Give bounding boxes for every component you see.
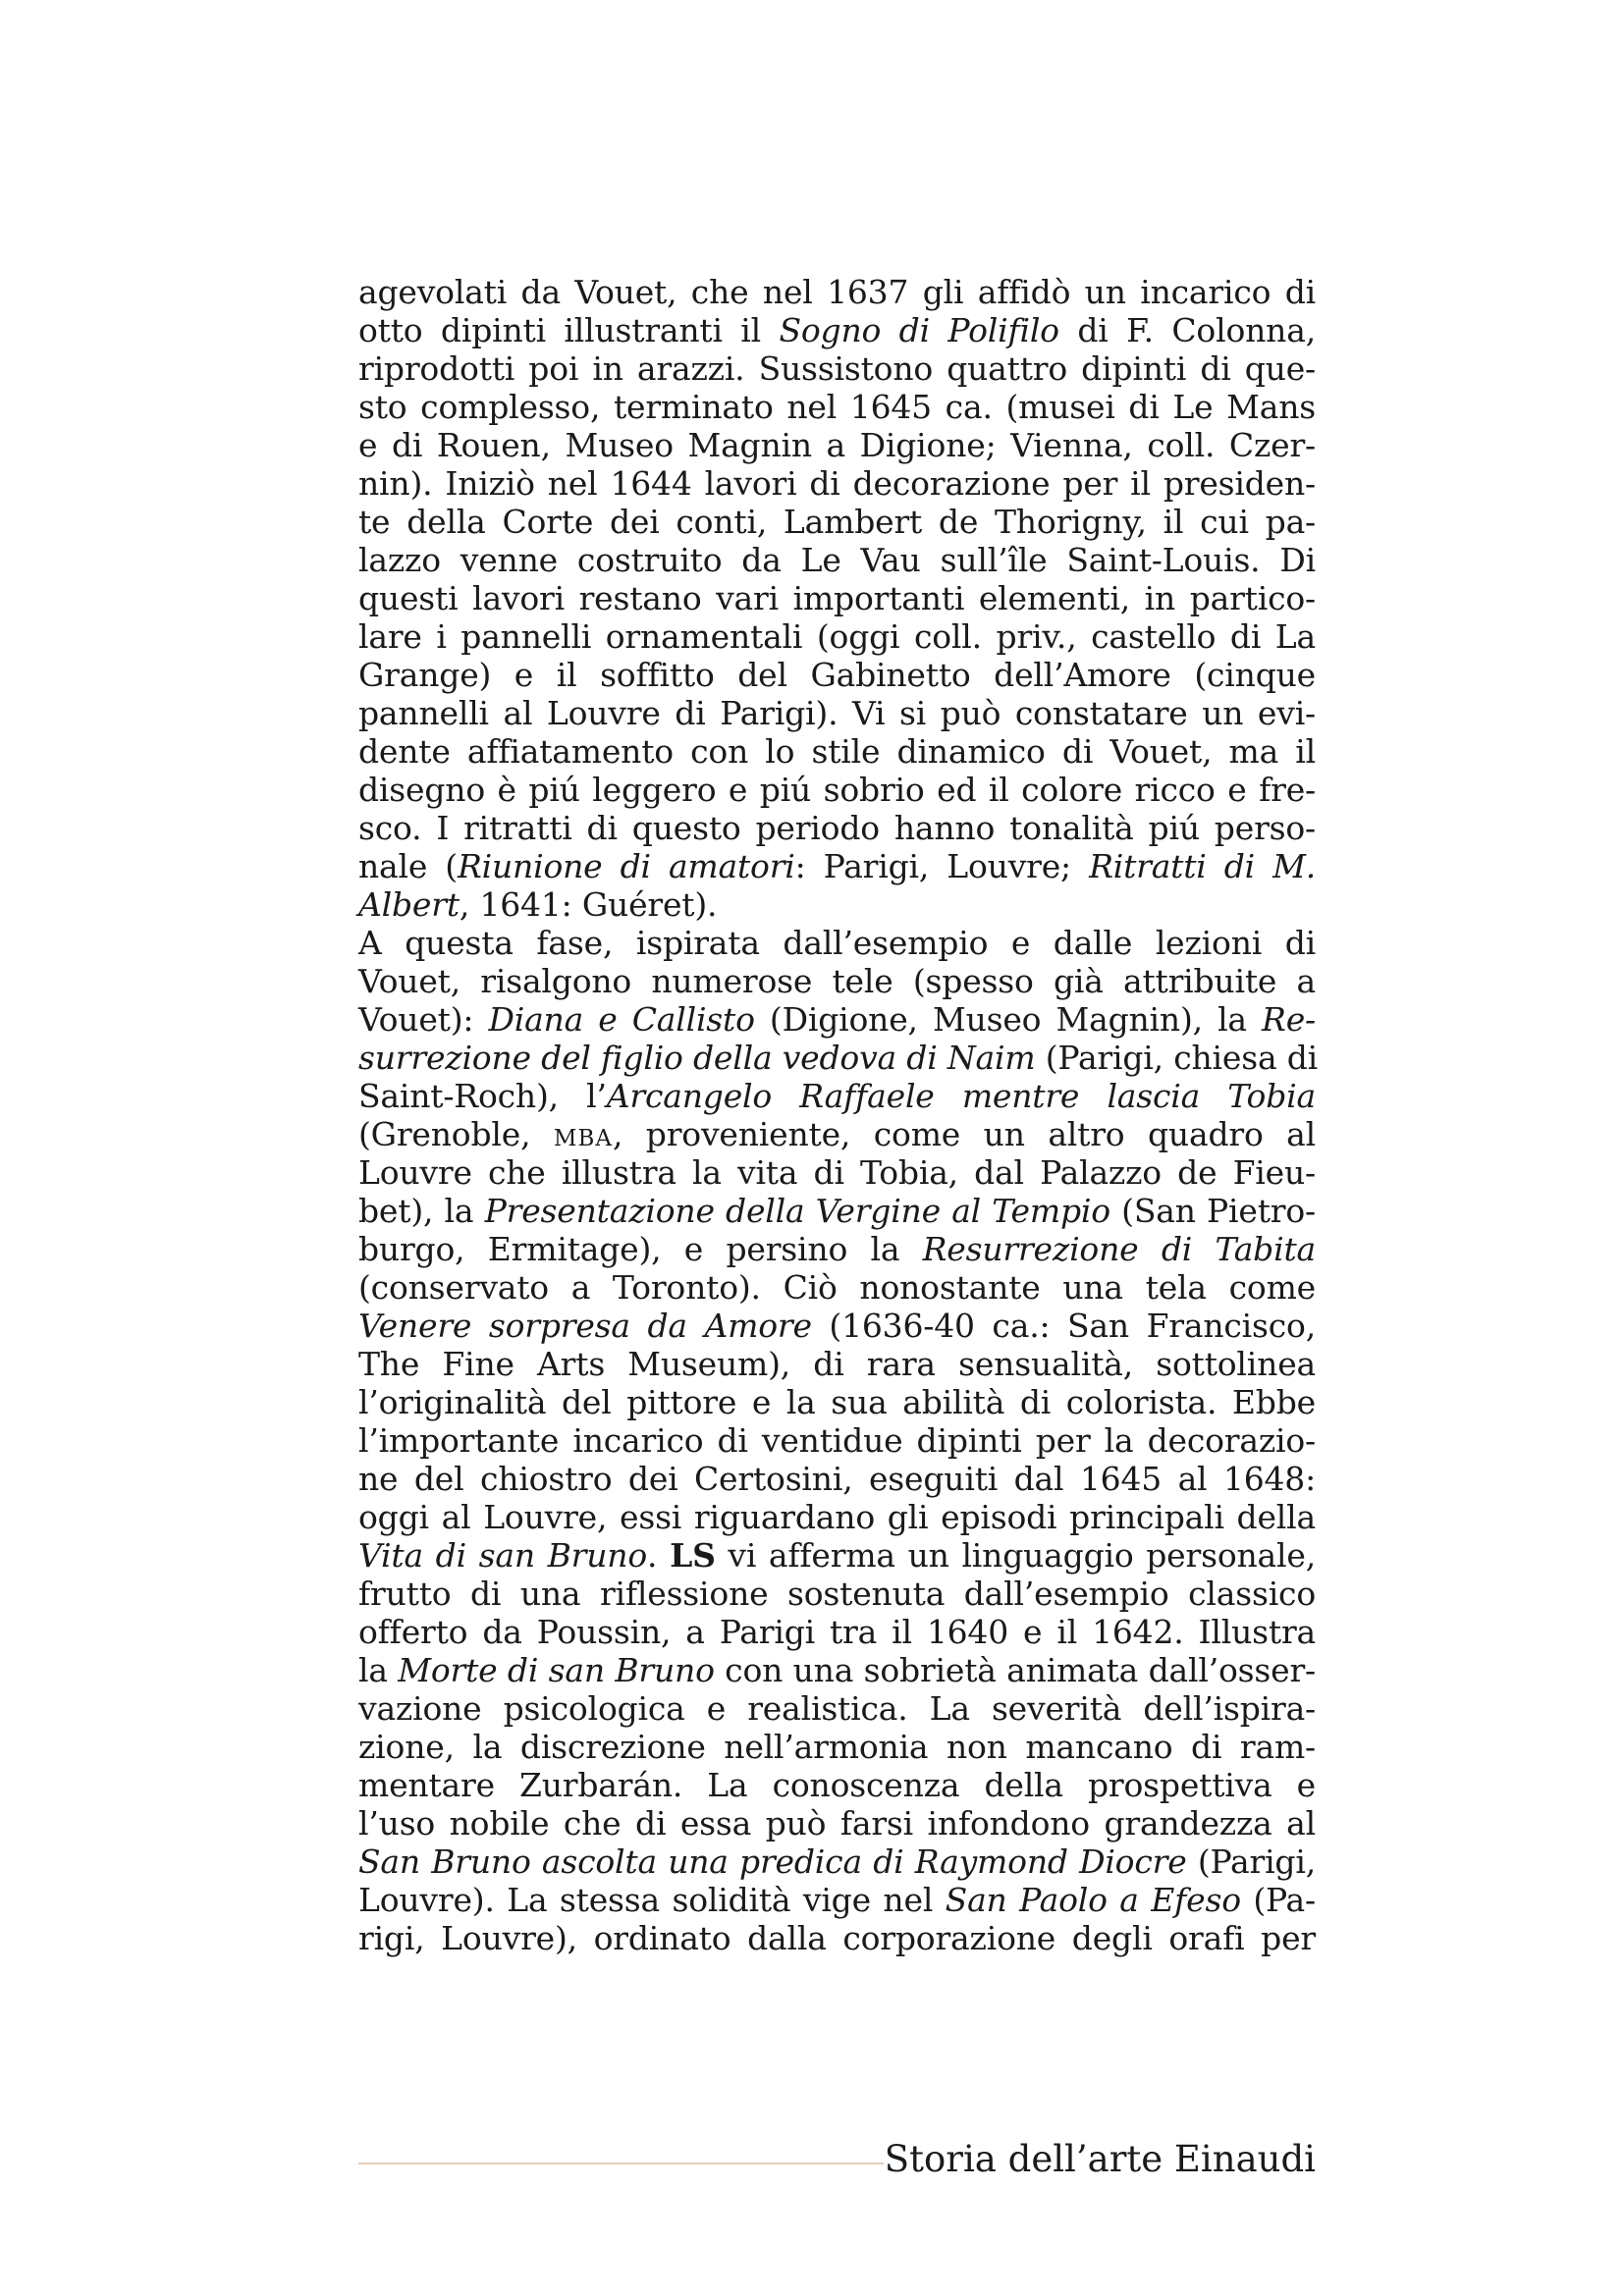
- text-line: Vouet): Diana e Callisto (Digione, Museo Magnin), la Re-: [358, 1000, 1316, 1039]
- footer-title: Storia dell’arte Einaudi: [884, 2138, 1316, 2180]
- museum-abbreviation: mba: [553, 1115, 613, 1153]
- artwork-title: surrezione del figlio della vedova di Naim: [358, 1039, 1036, 1077]
- artwork-title: San Bruno ascolta una predica di Raymond Diocre: [358, 1842, 1187, 1881]
- text-line: dente affiatamento con lo stile dinamico di Vouet, ma il: [358, 732, 1316, 771]
- text-line: Louvre che illustra la vita di Tobia, dal Palazzo de Fieu-: [358, 1153, 1316, 1192]
- text-line: l’originalità del pittore e la sua abilità di colorista. Ebbe: [358, 1383, 1316, 1421]
- text-line: pannelli al Louvre di Parigi). Vi si può constatare un evi-: [358, 694, 1316, 732]
- artwork-title: Albert: [358, 885, 460, 924]
- text-line: agevolati da Vouet, che nel 1637 gli affidò un incarico di: [358, 273, 1316, 311]
- text-line: nale (Riunione di amatori: Parigi, Louvre; Ritratti di M.: [358, 847, 1316, 885]
- text-line: rigi, Louvre), ordinato dalla corporazione degli orafi per: [358, 1919, 1316, 1957]
- text-line: oggi al Louvre, essi riguardano gli episodi principali della: [358, 1498, 1316, 1536]
- text-line: Louvre). La stessa solidità vige nel San Paolo a Efeso (Pa-: [358, 1881, 1316, 1919]
- text-line: frutto di una riflessione sostenuta dall’esempio classico: [358, 1575, 1316, 1613]
- text-line: lazzo venne costruito da Le Vau sull’île Saint-Louis. Di: [358, 541, 1316, 579]
- artwork-title: Ritratti di M.: [1089, 847, 1316, 885]
- text-line: San Bruno ascolta una predica di Raymond Diocre (Parigi,: [358, 1842, 1316, 1881]
- artwork-title: Sogno di Polifilo: [779, 311, 1059, 349]
- artist-initials: LS: [670, 1536, 716, 1575]
- text-line: Albert, 1641: Guéret).: [358, 885, 718, 924]
- text-line: mentare Zurbarán. La conoscenza della prospettiva e: [358, 1766, 1316, 1804]
- text-line: e di Rouen, Museo Magnin a Digione; Vienna, coll. Czer-: [358, 426, 1316, 464]
- text-line: offerto da Poussin, a Parigi tra il 1640 e il 1642. Illustra: [358, 1613, 1316, 1651]
- text-line: bet), la Presentazione della Vergine al Tempio (San Pietro-: [358, 1192, 1316, 1230]
- text-line: ne del chiostro dei Certosini, eseguiti dal 1645 al 1648:: [358, 1460, 1316, 1498]
- text-line: la Morte di san Bruno con una sobrietà animata dall’osser-: [358, 1651, 1316, 1689]
- artwork-title: Riunione di amatori: [457, 847, 795, 885]
- text-line: (Grenoble, mba, proveniente, come un altro quadro al: [358, 1115, 1316, 1153]
- text-line: questi lavori restano vari importanti elementi, in partico-: [358, 579, 1316, 617]
- body-text: [358, 273, 1319, 1957]
- text-line: lare i pannelli ornamentali (oggi coll. priv., castello di La: [358, 617, 1316, 656]
- text-line: burgo, Ermitage), e persino la Resurrezione di Tabita: [358, 1230, 1316, 1268]
- artwork-title: Morte di san Bruno: [398, 1651, 715, 1689]
- text-line: Vouet, risalgono numerose tele (spesso già attribuite a: [358, 962, 1316, 1000]
- text-line: Saint-Roch), l’Arcangelo Raffaele mentre lascia Tobia: [358, 1077, 1316, 1115]
- artwork-title: Resurrezione di Tabita: [922, 1230, 1316, 1268]
- text-line: A questa fase, ispirata dall’esempio e dalle lezioni di: [358, 924, 1316, 962]
- text-line: sco. I ritratti di questo periodo hanno tonalità piú perso-: [358, 809, 1316, 847]
- text-line: Vita di san Bruno. LS vi afferma un linguaggio personale,: [358, 1536, 1316, 1575]
- text-line: zione, la discrezione nell’armonia non mancano di ram-: [358, 1728, 1316, 1766]
- text-line: l’uso nobile che di essa può farsi infondono grandezza al: [358, 1804, 1316, 1842]
- artwork-title: San Paolo a Efeso: [945, 1881, 1241, 1919]
- artwork-title: Arcangelo Raffaele mentre lascia Tobia: [606, 1077, 1316, 1115]
- artwork-title: Re-: [1262, 1000, 1316, 1039]
- text-line: surrezione del figlio della vedova di Naim (Parigi, chiesa di: [358, 1039, 1319, 1077]
- paragraph-2: [358, 924, 1319, 1957]
- text-line: Grange) e il soffitto del Gabinetto dell’Amore (cinque: [358, 656, 1316, 694]
- artwork-title: Vita di san Bruno: [358, 1536, 648, 1575]
- artwork-title: Venere sorpresa da Amore: [358, 1307, 812, 1345]
- text-line: vazione psicologica e realistica. La severità dell’ispira-: [358, 1689, 1316, 1728]
- text-line: otto dipinti illustranti il Sogno di Polifilo di F. Colonna,: [358, 311, 1316, 349]
- footer-rule: [358, 2163, 884, 2164]
- text-line: (conservato a Toronto). Ciò nonostante una tela come: [358, 1268, 1316, 1307]
- artwork-title: Presentazione della Vergine al Tempio: [484, 1192, 1110, 1230]
- text-line: nin). Iniziò nel 1644 lavori di decorazione per il presiden-: [358, 464, 1316, 503]
- text-line: disegno è piú leggero e piú sobrio ed il colore ricco e fre-: [358, 771, 1316, 809]
- text-line: Venere sorpresa da Amore (1636-40 ca.: San Francisco,: [358, 1307, 1316, 1345]
- text-line: l’importante incarico di ventidue dipinti per la decorazio-: [358, 1421, 1316, 1460]
- paragraph-1: [358, 273, 1316, 924]
- text-line: sto complesso, terminato nel 1645 ca. (musei di Le Mans: [358, 388, 1316, 426]
- text-line: te della Corte dei conti, Lambert de Thorigny, il cui pa-: [358, 503, 1316, 541]
- text-line: The Fine Arts Museum), di rara sensualità, sottolinea: [358, 1345, 1316, 1383]
- text-line: riprodotti poi in arazzi. Sussistono quattro dipinti di que-: [358, 349, 1316, 388]
- artwork-title: Diana e Callisto: [488, 1000, 755, 1039]
